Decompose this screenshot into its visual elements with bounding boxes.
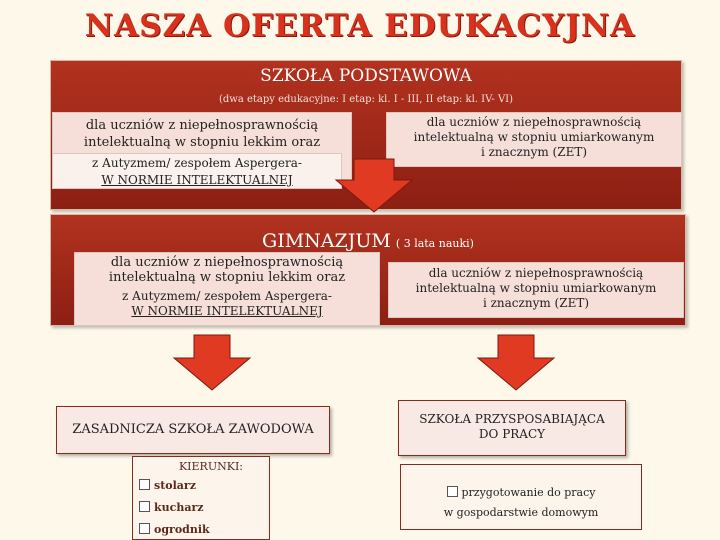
przysp-items-box — [400, 464, 642, 530]
gimnazjum-right-line2: intelektualną w stopniu umiarkowanym — [415, 281, 657, 295]
gimnazjum-right-line3: i znacznym (ZET) — [482, 296, 590, 310]
primary-school-heading: SZKOŁA PODSTAWOWA — [260, 66, 472, 86]
przysposabiajaca-box — [398, 400, 626, 456]
primary-left-line2: intelektualną w stopniu lekkim oraz — [83, 135, 321, 150]
gimnazjum-right-line1: dla uczniów z niepełnosprawnością — [428, 266, 644, 280]
center-down-arrow — [334, 158, 414, 214]
przysp-item1-label: przygotowanie do pracy — [461, 486, 596, 499]
checkbox-icon — [139, 501, 150, 512]
gimnazjum-left-line2: intelektualną w stopniu lekkim oraz — [108, 270, 346, 285]
checkbox-icon — [447, 486, 458, 497]
kierunek-label: stolarz — [154, 479, 196, 492]
gimnazjum-right-card — [388, 262, 684, 318]
kierunek-label: ogrodnik — [154, 523, 210, 536]
checkbox-icon — [139, 479, 150, 490]
kierunek-item-stolarz — [139, 479, 263, 492]
zawodowa-box — [56, 406, 330, 454]
primary-left-line4: W NORMIE INTELEKTUALNEJ — [101, 173, 293, 187]
primary-right-line1: dla uczniów z niepełnosprawnością — [426, 115, 642, 129]
gimnazjum-left-line4: W NORMIE INTELEKTUALNEJ — [131, 304, 323, 318]
primary-right-line3: i znacznym (ZET) — [480, 145, 588, 159]
page-title: NASZA OFERTA EDUKACYJNA — [84, 8, 636, 44]
przysp-item2: w gospodarstwie domowym — [443, 506, 599, 519]
primary-right-card — [386, 112, 682, 167]
gimnazjum-left-line1: dla uczniów z niepełnosprawnością — [110, 255, 344, 270]
kierunek-label: kucharz — [154, 501, 204, 514]
zawodowa-label: ZASADNICZA SZKOŁA ZAWODOWA — [72, 422, 314, 437]
left-down-arrow — [172, 334, 252, 392]
gimnazjum-note: ( 3 lata nauki) — [395, 237, 474, 250]
checkbox-icon — [139, 523, 150, 534]
przysp-item1 — [401, 483, 641, 503]
gimnazjum-left-card — [74, 252, 380, 326]
kierunek-item-ogrodnik — [139, 523, 263, 536]
gimnazjum-heading-row — [50, 230, 686, 252]
right-down-arrow — [476, 334, 556, 392]
kierunek-item-kucharz — [139, 501, 263, 514]
primary-school-subheading: (dwa etapy edukacyjne: I etap: kl. I - III, II etap: kl. IV- VI) — [218, 94, 514, 105]
primary-right-line2: intelektualną w stopniu umiarkowanym — [413, 130, 655, 144]
gimnazjum-heading: GIMNAZJUM — [262, 230, 391, 252]
primary-left-line1: dla uczniów z niepełnosprawnością — [85, 118, 319, 133]
kierunki-heading: KIERUNKI: — [178, 460, 244, 473]
primary-left-line3: z Autyzmem/ zespołem Aspergera- — [92, 156, 302, 170]
gimnazjum-left-line3: z Autyzmem/ zespołem Aspergera- — [122, 289, 332, 303]
przysp-line2: DO PRACY — [478, 427, 546, 441]
kierunki-box — [132, 456, 270, 540]
primary-left-card-lower — [52, 153, 342, 189]
przysp-line1: SZKOŁA PRZYSPOSABIAJĄCA — [419, 412, 605, 426]
